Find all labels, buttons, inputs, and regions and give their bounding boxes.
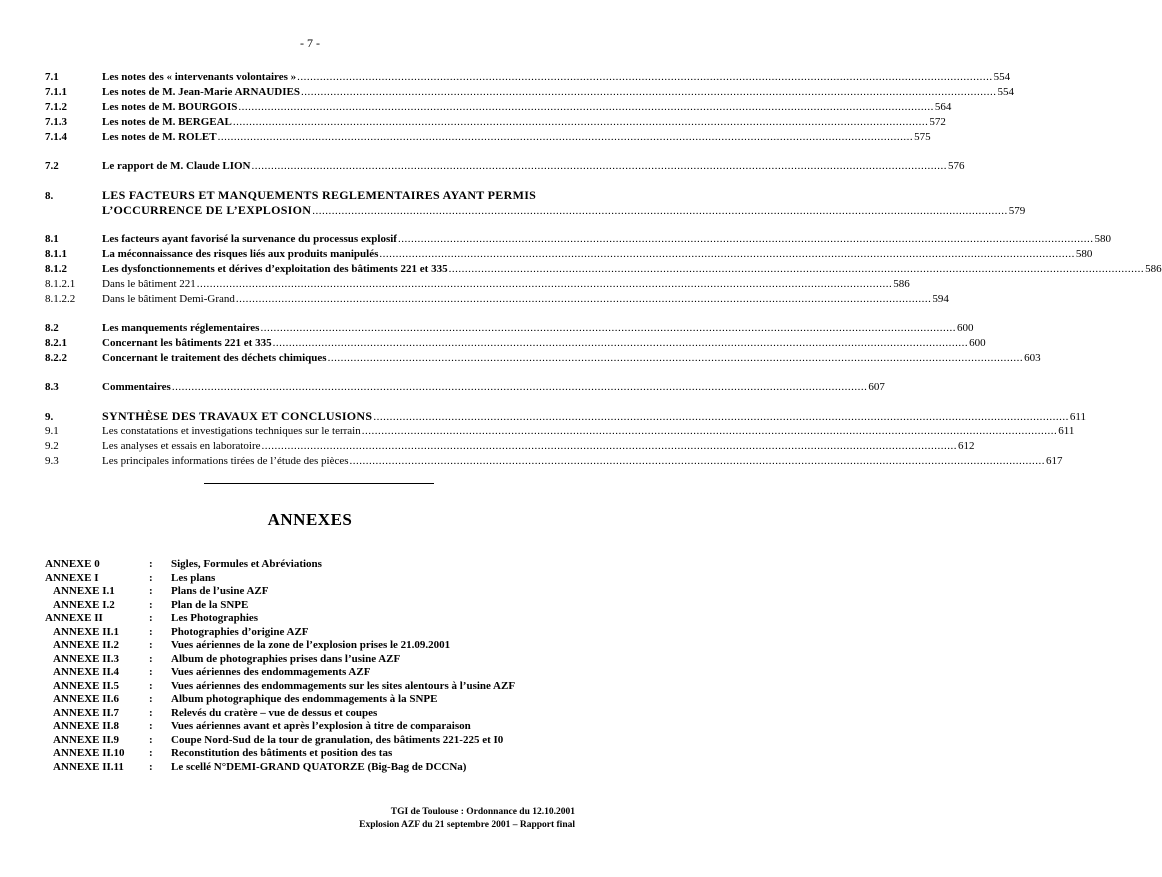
annexes-list [45,558,585,774]
toc-title: Les notes de M. ROLET [102,131,217,143]
toc-title: Le rapport de M. Claude LION [102,160,251,172]
toc-leader [362,424,1058,439]
annex-description: Les plans [171,571,216,584]
toc-title: L’OCCURRENCE DE L’EXPLOSION [102,203,312,217]
toc-entry [45,159,965,174]
toc-number: 8.1.2.1 [45,278,76,290]
annex-separator: : [149,558,153,570]
annex-code: ANNEXE II.10 [53,747,125,759]
annex-separator: : [149,747,153,759]
toc-page: 617 [1046,455,1063,467]
toc-entry-continuation [102,203,1026,218]
toc-page: 612 [958,440,975,452]
annex-entry [45,693,585,707]
toc-title: Les dysfonctionnements et dérives d’exploitation des bâtiments 221 et 335 [102,263,448,275]
annex-code: ANNEXE I.1 [53,585,115,597]
annex-description: Vues aériennes des endommagements AZF [171,666,371,678]
annex-code: ANNEXE II.7 [53,706,120,719]
toc-title: Dans le bâtiment 221 [102,278,196,290]
toc-title: Concernant le traitement des déchets chimiques [102,352,327,364]
toc-entry [45,351,1041,366]
annex-separator: : [149,666,153,678]
toc-page: 580 [1094,233,1111,245]
toc-number: 7.1.4 [45,131,67,143]
toc-page: 586 [893,278,910,290]
toc-entry [45,380,885,395]
annex-entry [45,585,585,599]
toc-leader [328,351,1024,366]
annex-entry [45,653,585,667]
annex-description: Les Photographies [171,612,259,624]
toc-title: Dans le bâtiment Demi-Grand [102,293,235,305]
annex-separator: : [149,639,153,651]
toc-number: 9.2 [45,440,59,452]
annex-entry [45,734,585,748]
annex-code: ANNEXE II.9 [53,733,120,746]
section-divider [204,483,434,484]
toc-leader [373,410,1069,425]
toc-page: 600 [969,337,986,349]
toc-entry [45,85,1014,100]
toc-entry [45,292,949,307]
toc-leader [312,204,1008,219]
footer-line-report: Explosion AZF du 21 septembre 2001 – Rapport final [359,820,575,830]
annex-code: ANNEXE II.4 [53,666,120,678]
annex-entry [45,666,585,680]
toc-number: 8.2 [45,322,59,334]
annex-code: ANNEXE II.3 [53,652,120,665]
annex-entry [45,612,585,626]
toc-entry [45,188,555,203]
toc-leader [398,232,1094,247]
annex-code: ANNEXE II.8 [53,720,120,732]
annex-code: ANNEXE II.5 [53,679,120,692]
annex-separator: : [149,760,153,773]
toc-page: 575 [914,131,931,143]
toc-number: 7.2 [45,160,59,172]
annex-code: ANNEXE I [45,571,99,584]
toc-number: 9. [45,411,54,423]
toc-title: Les facteurs ayant favorisé la survenance du processus explosif [102,233,397,245]
annex-entry [45,599,585,613]
annex-entry [45,707,585,721]
toc-title: LES FACTEURS ET MANQUEMENTS REGLEMENTAIRES AYANT PERMIS [102,188,537,202]
toc-title: Les manquements réglementaires [102,322,260,334]
annex-separator: : [149,693,153,705]
toc-page: 580 [1075,248,1093,260]
toc-page: 579 [1008,205,1026,217]
toc-leader [172,380,868,395]
toc-entry [45,70,1011,85]
toc-leader [218,130,914,145]
annex-entry [45,680,585,694]
toc-leader [449,262,1145,277]
annex-entry [45,558,585,572]
toc-page: 554 [993,71,1011,83]
annex-separator: : [149,625,153,638]
toc-entry [45,277,910,292]
toc-entry [45,321,974,336]
toc-entry [45,336,986,351]
toc-entry [45,454,1063,469]
annex-code: ANNEXE I.2 [53,598,115,611]
toc-title: Les constatations et investigations techniques sur le terrain [102,425,361,437]
annex-code: ANNEXE II.1 [53,625,120,638]
table-of-contents [45,70,1162,469]
toc-number: 7.1.2 [45,101,67,113]
toc-page: 603 [1024,352,1041,364]
toc-leader [379,247,1075,262]
toc-entry [45,439,975,454]
toc-number: 8. [45,190,54,202]
toc-entry [45,115,946,130]
toc-entry [45,247,1093,262]
toc-entry [45,262,1162,277]
toc-title: Les principales informations tirées de l’étude des pièces [102,455,349,467]
toc-entry [45,409,1086,424]
annex-description: Album de photographies prises dans l’usine AZF [171,652,401,665]
toc-entry [45,424,1075,439]
annex-description: Reconstitution des bâtiments et position des tas [171,747,393,759]
toc-title: Les notes des « intervenants volontaires » [102,71,297,83]
annex-code: ANNEXE 0 [45,558,100,570]
toc-leader [238,100,934,115]
toc-number: 7.1.1 [45,86,67,98]
annex-description: Plan de la SNPE [171,598,249,611]
annex-separator: : [149,585,153,597]
toc-number: 8.1.2 [45,263,67,275]
toc-title: Les notes de M. Jean-Marie ARNAUDIES [102,86,300,98]
toc-page: 586 [1145,263,1162,275]
toc-page: 600 [956,322,974,334]
annex-entry [45,639,585,653]
annex-description: Album photographique des endommagements à la SNPE [171,693,438,705]
toc-number: 9.1 [45,425,59,437]
annex-entry [45,747,585,761]
annex-description: Relevés du cratère – vue de dessus et coupes [171,706,378,719]
toc-leader [252,159,948,174]
annex-separator: : [149,679,153,692]
toc-number: 8.3 [45,381,59,393]
annex-description: Vues aériennes avant et après l’explosion à titre de comparaison [171,720,471,732]
toc-page: 594 [932,293,949,305]
toc-leader [301,85,997,100]
toc-title: Les notes de M. BERGEAL [102,116,232,128]
toc-leader [350,454,1046,469]
toc-leader [262,439,958,454]
annex-separator: : [149,612,153,624]
toc-page: 611 [1069,411,1086,423]
toc-title: La méconnaissance des risques liés aux produits manipulés [102,248,379,260]
annex-description: Le scellé N°DEMI-GRAND QUATORZE (Big-Bag de DCCNa) [171,760,467,773]
toc-number: 7.1.3 [45,116,67,128]
toc-number: 9.3 [45,455,59,467]
annex-separator: : [149,571,153,584]
annex-code: ANNEXE II.6 [53,693,120,705]
toc-title: SYNTHÈSE DES TRAVAUX ET CONCLUSIONS [102,409,373,423]
annex-code: ANNEXE II [45,612,103,624]
annex-description: Vues aériennes de la zone de l’explosion prises le 21.09.2001 [171,639,451,651]
toc-page: 554 [997,86,1014,98]
toc-page: 611 [1058,425,1075,437]
toc-page: 572 [929,116,946,128]
annex-entry [45,761,585,775]
annex-entry [45,572,585,586]
toc-leader [273,336,969,351]
toc-entry [45,100,952,115]
toc-page: 576 [948,160,965,172]
toc-page: 607 [868,381,885,393]
annex-entry [45,720,585,734]
annex-separator: : [149,598,153,611]
footer-line-court: TGI de Toulouse : Ordonnance du 12.10.2001 [390,807,575,817]
annex-description: Sigles, Formules et Abréviations [171,558,322,570]
toc-leader [197,277,893,292]
toc-entry [45,232,1111,247]
annexes-heading: ANNEXES [267,510,353,529]
toc-leader [233,115,929,130]
toc-title: Les notes de M. BOURGOIS [102,101,238,113]
toc-number: 8.1.2.2 [45,293,76,305]
toc-number: 8.2.2 [45,352,67,364]
toc-leader [297,70,993,85]
annex-separator: : [149,720,153,732]
toc-page: 564 [934,101,952,113]
toc-entry [45,130,931,145]
annex-separator: : [149,652,153,665]
toc-title: Les analyses et essais en laboratoire [102,440,261,452]
page-number: - 7 - [300,36,320,50]
annex-description: Photographies d’origine AZF [171,625,309,638]
annex-separator: : [149,733,153,746]
annex-description: Coupe Nord-Sud de la tour de granulation, des bâtiments 221-225 et I0 [171,733,504,746]
toc-number: 8.1.1 [45,248,67,260]
annex-description: Vues aériennes des endommagements sur les sites alentours à l’usine AZF [171,679,516,692]
toc-leader [236,292,932,307]
annex-entry [45,626,585,640]
annex-code: ANNEXE II.11 [53,760,124,773]
toc-leader [260,321,956,336]
toc-number: 7.1 [45,71,59,83]
toc-number: 8.1 [45,233,59,245]
toc-number: 8.2.1 [45,337,67,349]
annex-description: Plans de l’usine AZF [171,585,269,597]
annex-code: ANNEXE II.2 [53,639,120,651]
toc-title: Commentaires [102,381,171,393]
page-footer [359,806,575,832]
toc-title: Concernant les bâtiments 221 et 335 [102,337,272,349]
annex-separator: : [149,706,153,719]
